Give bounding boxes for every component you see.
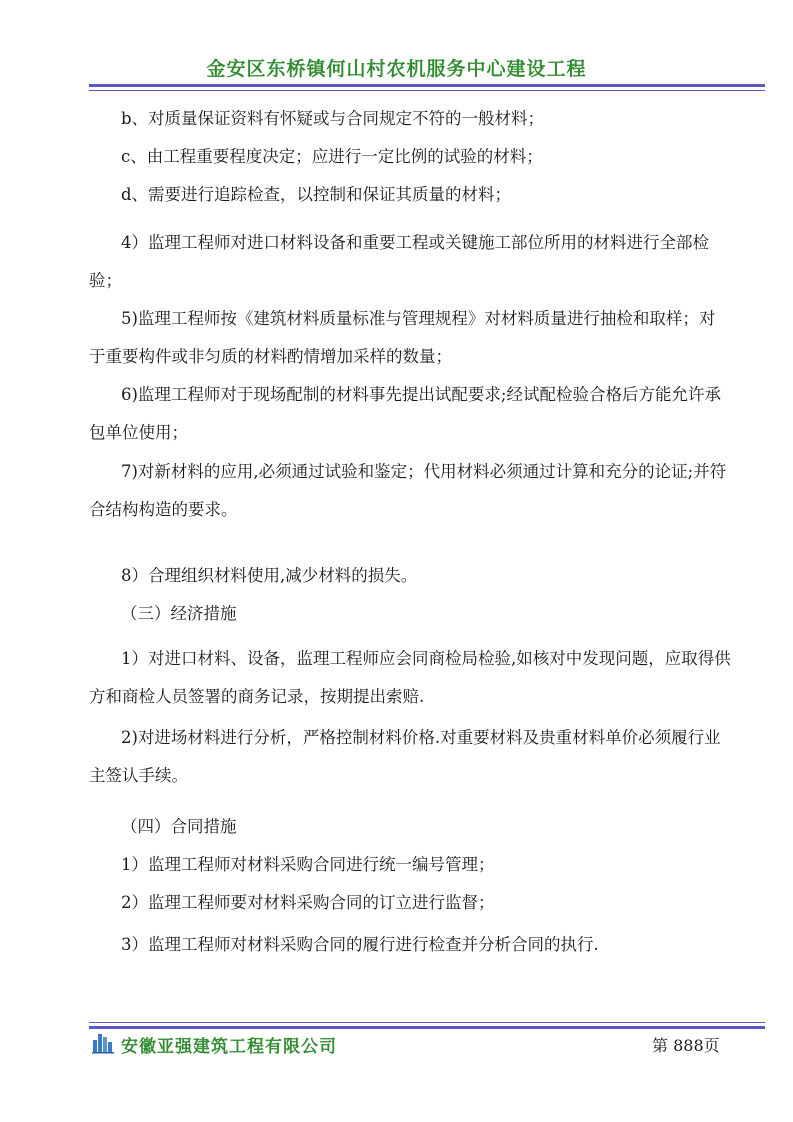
- section-heading: （四）合同措施: [121, 817, 237, 836]
- paragraph: 2）监理工程师要对材料采购合同的订立进行监督；: [121, 893, 495, 912]
- company-logo-icon: [91, 1030, 115, 1058]
- paragraph: 5)监理工程师按《建筑材料质量标准与管理规程》对材料质量进行抽检和取样；对于重要构件或非匀质的材料酌情增加采样的数量；: [89, 309, 716, 366]
- footer-rule-thin: [89, 1022, 765, 1023]
- paragraph: d、需要进行追踪检查，以控制和保证其质量的材料；: [121, 185, 512, 204]
- header-rule-thick: [89, 84, 765, 87]
- paragraph: 8）合理组织材料使用,减少材料的损失。: [121, 566, 418, 585]
- paragraph: 4）监理工程师对进口材料设备和重要工程或关键施工部位所用的材料进行全部检验；: [89, 233, 709, 290]
- footer-rule-thick: [89, 1026, 765, 1029]
- document-title: 金安区东桥镇何山村农机服务中心建设工程: [206, 58, 587, 80]
- paragraph: 6)监理工程师对于现场配制的材料事先提出试配要求;经试配检验合格后方能允许承包单位使用；: [89, 385, 721, 442]
- paragraph: 1）监理工程师对材料采购合同进行统一编号管理；: [121, 855, 495, 874]
- paragraph: b、对质量保证资料有怀疑或与合同规定不符的一般材料；: [121, 109, 545, 128]
- page-number: 第 888页: [652, 1036, 720, 1055]
- paragraph: c、由工程重要程度决定；应进行一定比例的试验的材料；: [121, 147, 543, 166]
- footer-company: [91, 1031, 337, 1057]
- paragraph: 3）监理工程师对材料采购合同的履行进行检查并分析合同的执行.: [121, 935, 599, 954]
- paragraph: 1）对进口材料、设备，监理工程师应会同商检局检验,如核对中发现问题，应取得供方和商检人员签署的商务记录，按期提出索赔.: [89, 649, 731, 706]
- paragraph: 2)对进场材料进行分析，严格控制材料价格.对重要材料及贵重材料单价必须履行业主签认手续。: [89, 728, 721, 785]
- header-rule-thin: [89, 90, 765, 91]
- paragraph: 7)对新材料的应用,必须通过试验和鉴定；代用材料必须通过计算和充分的论证;并符合结构构造的要求。: [89, 462, 727, 519]
- company-name: 安徽亚强建筑工程有限公司: [121, 1036, 337, 1057]
- section-heading: （三）经济措施: [121, 604, 237, 623]
